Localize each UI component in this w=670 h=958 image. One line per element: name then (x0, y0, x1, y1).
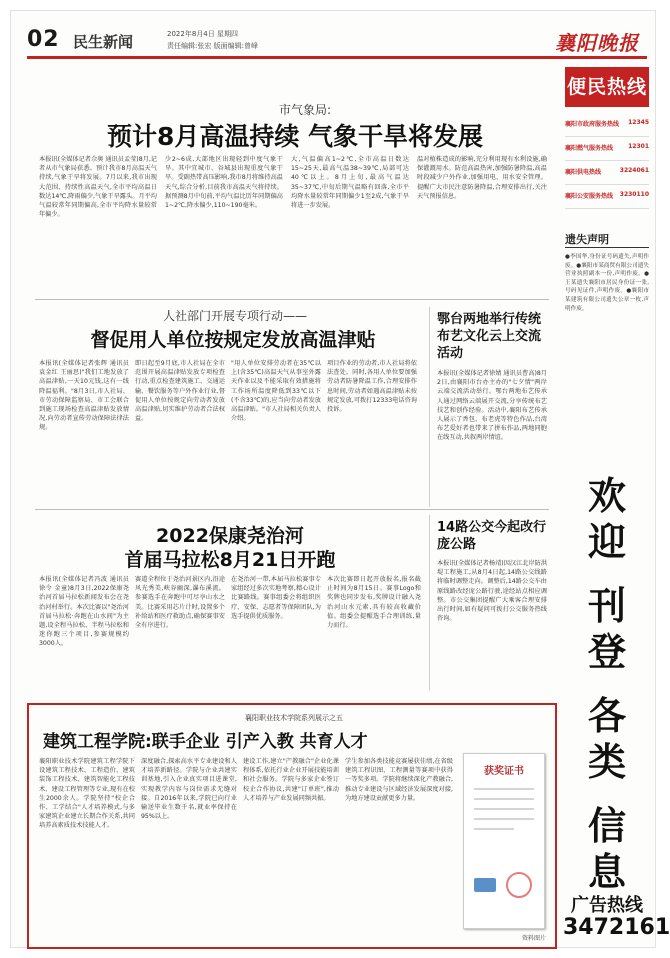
weather-col-3: 大,气温偏高1~2℃,全市高温日数达15~25天,最高气温38~39℃,局部可达40℃以上。8月上旬,最高气温达35~37℃,中旬后期气温略有回落,全市平均降水量较常年同期偏少1至2成,气象干旱将进一步发展。 (291, 156, 409, 210)
certificate-photo (463, 753, 546, 942)
hotline-row: 襄阳燃气服务热线 12301 (565, 137, 649, 161)
divider (429, 307, 430, 507)
section-name: 民生新闻 (73, 33, 134, 51)
hotline-row: 襄阳公安服务热线 3230110 (565, 185, 649, 209)
right-sidebar (563, 63, 670, 943)
ad-char: 登 (587, 630, 626, 674)
labor-col-1: 本报讯(全媒体记者张辉 通讯员袁金红 王丽思)"我们工地发放了高温津贴,一天10元钱,这有一线降温福利。"8月3日,市人社局、市劳动保障监察局、市工会联合到施工现场检查高温津贴发放情况,向劳动者宣传劳动保障法律法规。 (39, 360, 129, 432)
marathon-col-4: 本次比赛即日起开放报名,报名截止时间为8月15日。赛事Logo和奖牌也同步发布,奖牌设计融入尧治河山水元素,具有较高收藏价值。组委会提醒选手合理训练,量力而行。 (327, 576, 421, 630)
bus-body: 本报讯(全媒体记者杨靖)因汉江北岸防洪堤工程施工,从8月4日起,14路公交线路将临时调整走向。调整后,14路公交车由原线路改经庞公路行驶,途经站点相应调整。市公交集团提醒广大乘客合理安排出行时间,如有疑问可拨打公交服务热线咨询。 (437, 560, 548, 623)
marathon-col-2: 赛道全程位于尧治河景区内,沿途风光秀美,峡谷幽深,瀑布溪流。参赛选手在奔跑中可尽享山水之美。比赛采用芯片计时,设置多个补给站和医疗救助点,确保赛事安全有序进行。 (135, 576, 225, 630)
labor-col-4: 项目作业的劳动者,市人社局将依法查处。同时,各用人单位要加强劳动者防暑降温工作,合理安排作息时间,劳动者如遇高温津贴未按规定发放,可拨打12333电话咨询投诉。 (327, 360, 417, 414)
hotline-row: 襄阳供电热线 3224061 (565, 161, 649, 185)
seal-stamp-icon (506, 872, 532, 898)
feature-article-box (27, 703, 557, 949)
page-header (27, 25, 647, 59)
marathon-col-1: 本报讯(全媒体记者冯波 通讯员徐令 金童)8月3日,2022保康尧治河首届马拉松新闻发布会在尧治河村举行。本次比赛以"尧治河首届马拉松·奔跑在山水间"为主题,设全程马拉松、半程马拉松和迷你跑三个项目,参赛规模约3000人。 (39, 576, 129, 648)
marathon-headline-line2: 首届马拉松8月21日开跑 (124, 549, 336, 571)
weather-headline: 预计8月高温持续 气象干旱将发展 (106, 122, 484, 151)
ezhou-headline: 鄂台两地举行传统布艺文化云上交流活动 (437, 312, 542, 361)
weather-col-4: 温对植株造成的影响,充分利用现有水利设施,确保灌溉用水。防范高温热害,加强防暑降温,高温时段减少户外作业,加强用电、用水安全管理。提醒广大市民注意防暑降温,合理安排出行,关注天气预报信息。 (417, 156, 547, 200)
ad-char: 息 (587, 850, 626, 894)
feature-headline: 建筑工程学院:联手企业 引产入教 共育人才 (43, 732, 368, 752)
notice-title: 遗失声明 (565, 233, 609, 246)
ad-char: 迎 (587, 520, 626, 564)
bus-headline: 14路公交今起改行庞公路 (437, 520, 547, 552)
labor-headline: 督促用人单位按规定发放高温津贴 (90, 329, 376, 351)
ad-hotline-number: 3472161 (563, 915, 670, 940)
feature-col-4: 学生参加各类技能竞赛屡获佳绩,在省级建筑工程识图、工程测量等赛项中获得一等奖多项。学院将继续深化产教融合,推动专业建设与区域经济发展深度对接,为地方建设贡献更多力量。 (345, 758, 453, 802)
marathon-col-3: 在尧治河一带,本届马拉松赛事专家组经过多次实地考察,精心设计比赛路线。赛事组委会将组织医疗、安保、志愿者等保障团队,为选手提供优质服务。 (231, 576, 321, 620)
divider (35, 299, 549, 300)
ad-char: 类 (587, 740, 626, 784)
ad-char: 信 (587, 804, 626, 848)
photo-caption: 资料图片 (521, 935, 546, 942)
marathon-headline-line1: 2022保康尧治河 (156, 525, 304, 547)
divider (35, 509, 549, 510)
ad-char: 各 (587, 694, 626, 738)
feature-kicker: 襄阳职业技术学院系列展示之五 (245, 714, 343, 722)
ezhou-body: 本报讯(全媒体记者徐婧 通讯员曹高)8月2日,由襄阳市台办主办的"七夕情"两岸云端交流活动举行。鄂台两地布艺传承人通过网络云端展开交流,分享传统布艺技艺和创作经验。活动中,襄阳布艺传承人展示了香包、布老虎等特色作品,台湾布艺爱好者也带来了拼布作品,两地同胞在线互动,共叙两岸情谊。 (437, 370, 547, 442)
editors: 责任编辑:张宏 版面编辑:曾峰 (167, 42, 258, 50)
newspaper-page (10, 10, 670, 948)
weather-col-2: 少2~6成,大部地区出现轻到中度气象干旱。其中宜城市、谷城县出现重度气象干旱。受副热带高压影响,我市8月将维持高温天气,综合分析,目前我市高温天气将持续。据预测8月中旬前,平均气温比历年同期偏高1~2℃,降水偏少,110~190毫米。 (165, 156, 283, 210)
feature-col-1: 襄阳职业技术学院建筑工程学院下设建筑工程技术、工程造价、建筑装饰工程技术、建筑智能化工程技术、建设工程管理等专业,现有在校生2000余人。学院坚持"校企合作、工学结合"人才培养模式,与多家建筑企业建立长期合作关系,共同培养高素质技术技能人才。 (39, 758, 135, 830)
page-number: 02 (27, 27, 60, 52)
certificate-title: 获奖证书 (484, 766, 524, 777)
weather-kicker: 市气象局: (278, 103, 332, 117)
ad-char: 刊 (587, 584, 626, 628)
weather-col-1: 本报讯(全媒体记者佘奥 通讯员孟莹)8月,记者从市气象局获悉。预计我市8月高温天气持续,气象干旱将发展。7月以来,我市出现大范围、持续性高温天气,全市平均高温日数达14℃,降雨偏少,气象干旱露头。月平均气温较常年同期偏高,全市平均降水量较常年偏少。 (39, 156, 157, 219)
labor-col-3: "用人单位安排劳动者在35℃以上(含35℃)高温天气从事室外露天作业以及不能采取有效措施将工作场所温度降低到33℃以下(不含33℃)的,应当向劳动者发放高温津贴。"市人社局相关负责人介绍。 (231, 360, 321, 423)
feature-col-3: 建设工作,建立"产教融合"企业化课程体系,依托行业企业开展技能培训和社会服务。学院与多家企业签订校企合作协议,共建"订单班",推动人才培养与产业发展同频共振。 (243, 758, 339, 802)
certificate-logo-icon (474, 878, 496, 892)
divider (429, 515, 430, 691)
labor-col-2: 即日起至9月底,市人社局在全市范围开展高温津贴发放专项检查行动,重点检查建筑施工、交通运输、餐饮服务等户外作业行业,督促用人单位按规定向劳动者发放高温津贴,切实维护劳动者合法权益。 (135, 360, 225, 423)
ad-char: 欢 (587, 474, 626, 518)
ad-hotline-label: 广告热线 (571, 895, 643, 916)
newspaper-logo: 襄阳晚报 (555, 31, 639, 55)
issue-date: 2022年8月4日 星期四 (167, 30, 238, 38)
notice-text: ●李国华,身份证号码遗失,声明作废。●襄阳市某商贸有限公司遗失营业执照副本一份,声明作废。●王某遗失襄阳市居民身份证一张,号码见证件,声明作废。●襄阳市某建筑有限公司遗失公章一枚,声明作废。 (565, 254, 649, 312)
hotline-title: 便民热线 (565, 67, 649, 107)
labor-kicker: 人社部门开展专项行动—— (162, 309, 307, 323)
hotline-list (565, 113, 649, 209)
hotline-row: 襄阳市政府服务热线 12345 (565, 113, 649, 137)
feature-col-2: 深度融合,探索高水平专业建设和人才培养新路径。学院与企业共建实训基地,引入企业真实项目进课堂,实现教学内容与岗位需求无缝对接。自2016年以来,学院已向行业输送毕业生数千名,就业率保持在95%以上。 (141, 758, 237, 821)
